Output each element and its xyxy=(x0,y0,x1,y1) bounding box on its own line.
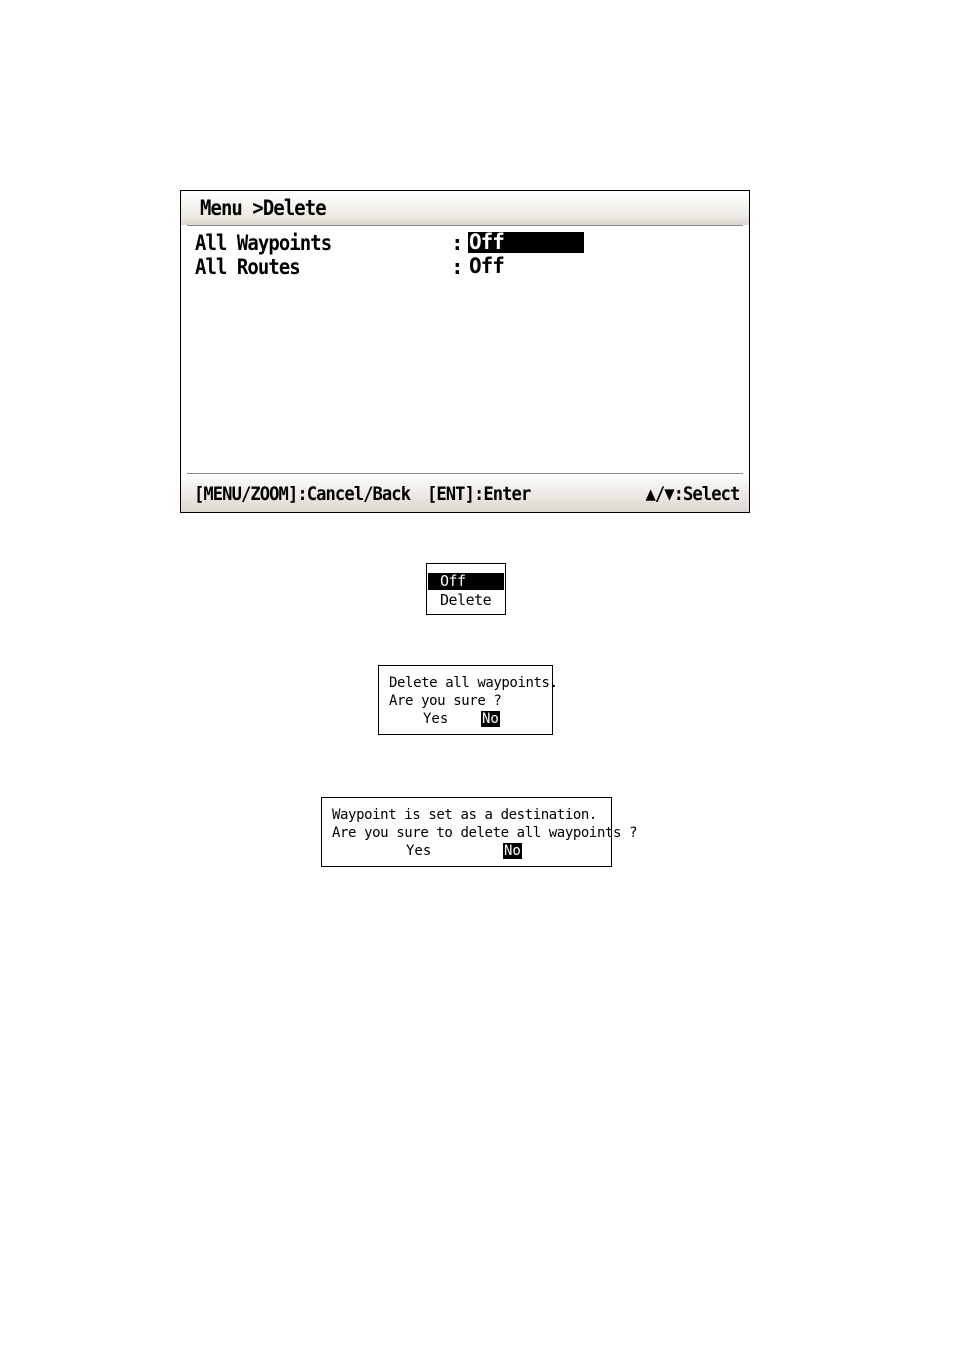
title-bar xyxy=(181,191,749,225)
title-divider xyxy=(187,225,743,226)
option-delete[interactable]: Delete xyxy=(440,591,492,609)
dialog-message-line-1: Delete all waypoints. xyxy=(389,675,558,691)
menu-item-value[interactable]: Off xyxy=(469,254,504,278)
yes-button[interactable]: Yes xyxy=(406,843,432,859)
no-button[interactable]: No xyxy=(504,843,521,859)
yes-button[interactable]: Yes xyxy=(423,711,449,727)
delete-menu-screen xyxy=(180,190,750,513)
dialog-message-line-2: Are you sure ? xyxy=(389,693,502,709)
menu-item-label: All Routes xyxy=(195,255,300,279)
menu-item-all-waypoints[interactable] xyxy=(195,231,735,255)
option-popup xyxy=(426,563,506,615)
dialog-message-line-2: Are you sure to delete all waypoints ? xyxy=(332,825,638,841)
menu-item-label: All Waypoints xyxy=(195,231,332,255)
select-hint: ▲/▼:Select xyxy=(645,483,739,505)
menu-item-all-routes[interactable] xyxy=(195,255,735,279)
confirm-dialog-destination-waypoint xyxy=(321,797,638,867)
no-button[interactable]: No xyxy=(482,711,499,727)
menu-breadcrumb: Menu >Delete xyxy=(200,196,326,220)
footer-divider xyxy=(187,473,743,474)
cancel-back-hint: [MENU/ZOOM]:Cancel/Back xyxy=(194,483,411,505)
menu-item-value-selected[interactable]: Off xyxy=(468,232,584,253)
option-off[interactable]: Off xyxy=(428,573,504,590)
enter-hint: [ENT]:Enter xyxy=(427,483,531,505)
menu-item-colon: : xyxy=(451,255,464,279)
menu-item-colon: : xyxy=(451,231,464,255)
dialog-message-line-1: Waypoint is set as a destination. xyxy=(332,807,597,823)
confirm-dialog-delete-waypoints xyxy=(378,665,558,735)
